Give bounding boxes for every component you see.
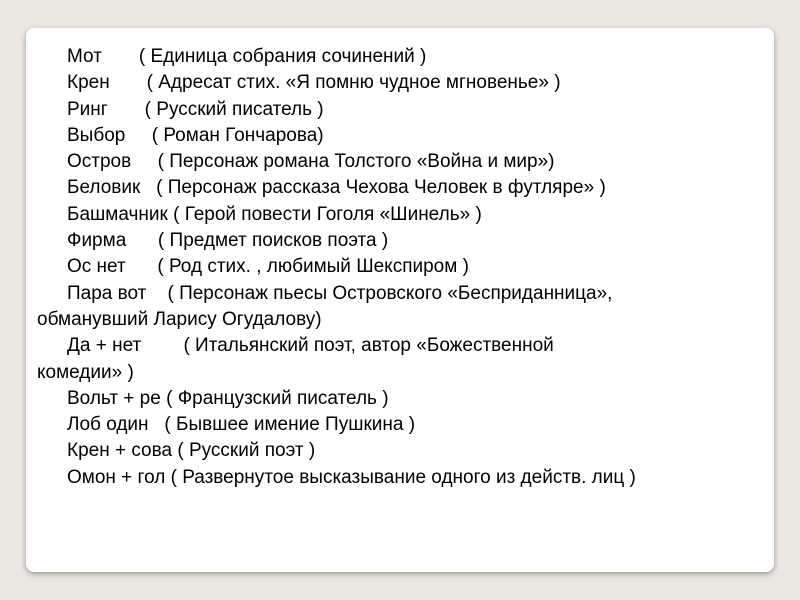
puzzle-line-7: Башмачник ( Герой повести Гоголя «Шинель» ) bbox=[67, 203, 482, 225]
puzzle-line-10: Пара вот ( Персонаж пьесы Островского «Бесприданница», bbox=[67, 282, 613, 304]
puzzle-line-11: Да + нет ( Итальянский поэт, автор «Божественной bbox=[67, 335, 554, 357]
puzzle-line-13: Лоб один ( Бывшее имение Пушкина ) bbox=[67, 414, 416, 436]
puzzle-line-8: Фирма ( Предмет поисков поэта ) bbox=[67, 230, 389, 252]
puzzle-line-15: Омон + гол ( Развернутое высказывание одного из действ. лиц ) bbox=[67, 466, 636, 488]
puzzle-line-12: Вольт + ре ( Французский писатель ) bbox=[67, 387, 389, 409]
puzzle-line-10-continued: обманувший Ларису Огудалову) bbox=[37, 308, 322, 330]
puzzle-line-9: Ос нет ( Род стих. , любимый Шекспиром ) bbox=[67, 256, 469, 278]
puzzle-line-14: Крен + сова ( Русский поэт ) bbox=[67, 440, 316, 462]
puzzle-list bbox=[37, 44, 757, 491]
puzzle-line-11-continued: комедии» ) bbox=[37, 361, 134, 383]
puzzle-line-5: Остров ( Персонаж романа Толстого «Война и мир») bbox=[67, 151, 555, 173]
puzzle-line-2: Крен ( Адресат стих. «Я помню чудное мгновенье» ) bbox=[67, 72, 561, 94]
puzzle-line-4: Выбор ( Роман Гончарова) bbox=[67, 124, 324, 146]
puzzle-line-1: Мот ( Единица собрания сочинений ) bbox=[67, 46, 427, 67]
puzzle-line-3: Ринг ( Русский писатель ) bbox=[67, 98, 324, 120]
puzzle-line-6: Беловик ( Персонаж рассказа Чехова Человек в футляре» ) bbox=[67, 177, 606, 199]
